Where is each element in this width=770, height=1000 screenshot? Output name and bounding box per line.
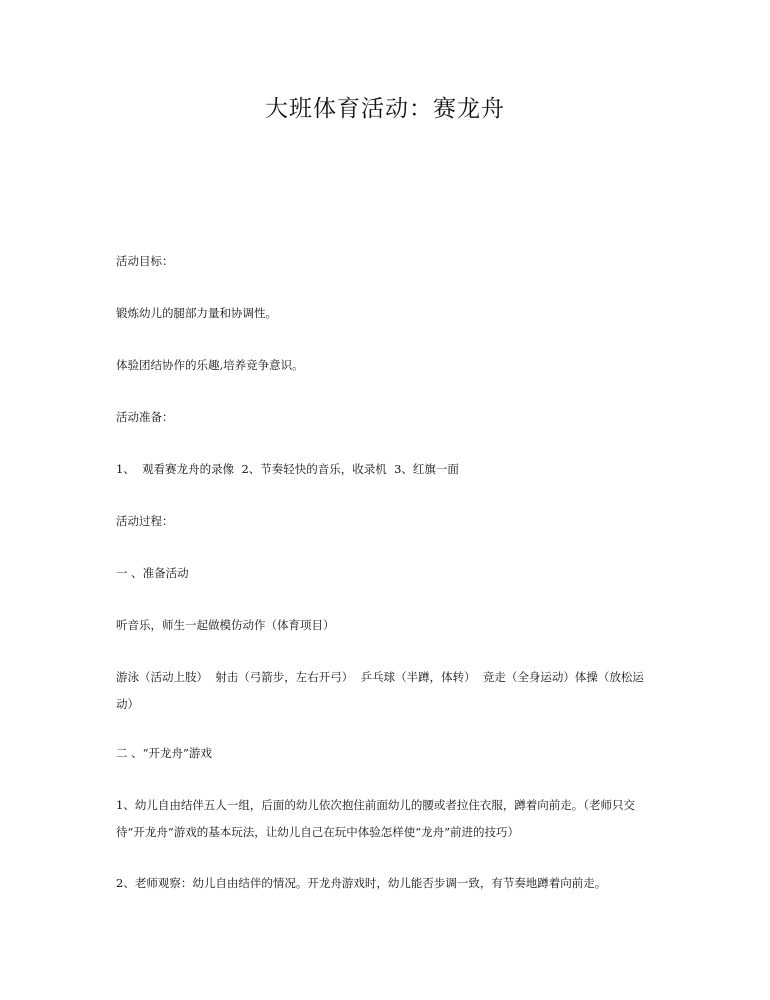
section-one-heading: 一 、准备活动 [116, 566, 189, 580]
document-title: 大班体育活动：赛龙舟 [265, 96, 505, 122]
section-two-heading: 二 、“开龙舟”游戏 [116, 746, 212, 760]
section-one-movements: 游泳（活动上肢） 射击（弓箭步，左右开弓） 乒乓球（半蹲，体转） 竞走（全身运动）体操（放松运动） [116, 670, 644, 711]
preparation-list: 1、 观看赛龙舟的录像 2、节奏轻快的音乐，收录机 3、红旗一面 [116, 462, 459, 476]
goal-item-2: 体验团结协作的乐趣,培养竞争意识。 [116, 358, 304, 372]
heading-activity-process: 活动过程： [116, 514, 174, 528]
heading-activity-preparation: 活动准备： [116, 410, 174, 424]
section-one-intro: 听音乐，师生一起做模仿动作（体育项目） [116, 618, 335, 632]
goal-item-1: 锻炼幼儿的腿部力量和协调性。 [116, 306, 277, 320]
section-two-step-2: 2、老师观察：幼儿自由结伴的情况。开龙舟游戏时，幼儿能否步调一致，有节奏地蹲着向前走。 [116, 876, 607, 890]
section-two-step-1: 1、幼儿自由结伴五人一组，后面的幼儿依次抱住前面幼儿的腰或者拉住衣服，蹲着向前走。（老师只交待“开龙舟”游戏的基本玩法，让幼儿自己在玩中体验怎样使“龙舟”前进的技巧） [116, 798, 636, 839]
heading-activity-goals: 活动目标： [116, 254, 174, 268]
